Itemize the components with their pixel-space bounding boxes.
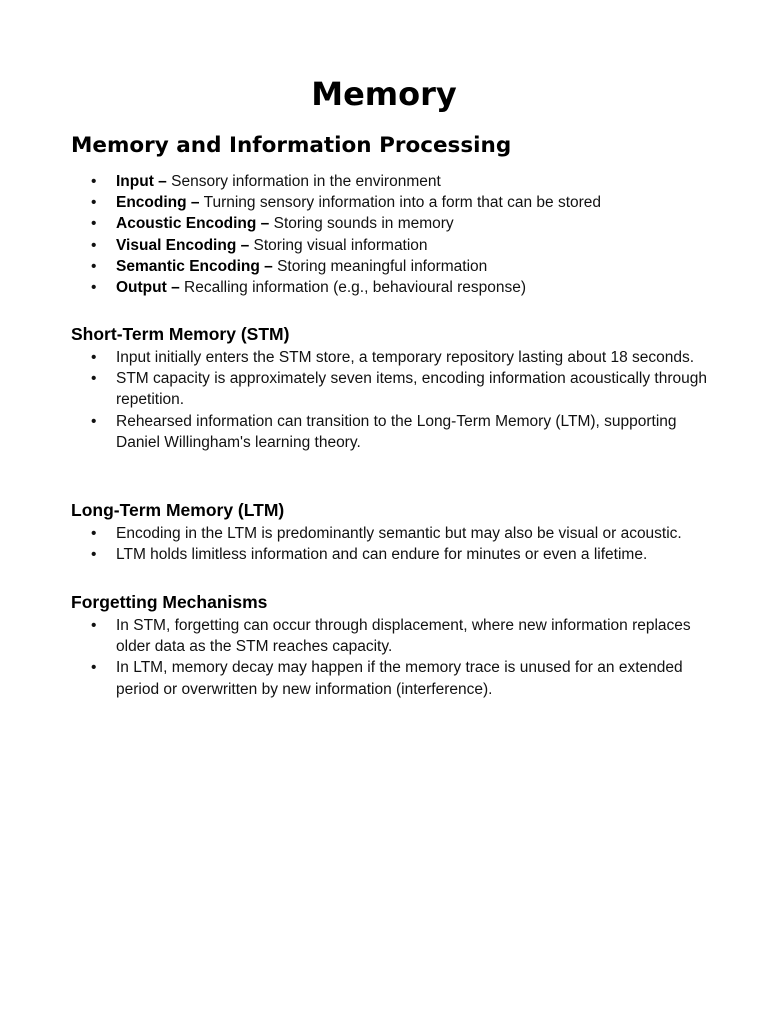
forgetting-list [88,615,708,700]
bullet-icon: • [91,257,97,275]
list-item [88,544,708,565]
list-item [88,171,708,192]
section-title-ltm: Long-Term Memory (LTM) [71,500,285,520]
list-item [88,235,708,256]
list-item [88,256,708,277]
list-item-text: LTM holds limitless information and can endure for minutes or even a lifetime. [116,546,648,564]
list-item-text: Rehearsed information can transition to the Long-Term Memory (LTM), supporting Daniel Willingham's learning theory. [116,412,677,451]
list-item-text: Storing visual information [249,236,428,254]
section-title-processing: Memory and Information Processing [71,133,512,158]
list-item [88,192,708,213]
ltm-list [88,523,708,565]
processing-list [88,171,708,298]
stm-list [88,347,708,453]
list-item-term: Input – [116,173,167,190]
bullet-icon: • [91,546,97,564]
list-item-term: Visual Encoding – [116,236,250,254]
bullet-icon: • [91,412,97,430]
bullet-icon: • [91,659,97,677]
list-item [88,411,708,453]
list-item-text: Input initially enters the STM store, a temporary repository lasting about 18 seconds. [116,349,695,366]
section-title-stm: Short-Term Memory (STM) [71,324,290,344]
list-item-text: In STM, forgetting can occur through displacement, where new information replaces older data as the STM reaches capacity. [116,617,691,656]
bullet-icon: • [91,279,97,297]
list-item-text: STM capacity is approximately seven items, encoding information acoustically through repetition. [116,370,707,409]
list-item [88,657,708,699]
list-item-term: Semantic Encoding – [116,257,273,275]
list-item-text: In LTM, memory decay may happen if the memory trace is unused for an extended period or overwritten by new information (interference). [116,659,683,698]
list-item [88,213,708,234]
list-item [88,368,708,410]
bullet-icon: • [91,370,97,388]
list-item [88,347,708,368]
section-title-forgetting: Forgetting Mechanisms [71,592,268,612]
list-item [88,615,708,657]
list-item-text: Storing meaningful information [272,257,488,275]
list-item-text: Recalling information (e.g., behavioural response) [179,279,527,297]
bullet-icon: • [91,236,97,254]
list-item-term: Encoding – [116,194,200,212]
list-item [88,277,708,298]
bullet-icon: • [91,525,97,542]
bullet-icon: • [91,617,97,634]
list-item-term: Acoustic Encoding – [116,215,270,233]
list-item-text: Sensory information in the environment [166,173,441,190]
list-item-text: Storing sounds in memory [269,215,454,233]
bullet-icon: • [91,349,97,366]
bullet-icon: • [91,215,97,233]
page-title: Memory [311,75,457,113]
list-item-text: Turning sensory information into a form that can be stored [199,194,602,212]
list-item [88,523,708,544]
bullet-icon: • [91,173,97,190]
list-item-term: Output – [116,279,180,297]
list-item-text: Encoding in the LTM is predominantly semantic but may also be visual or acoustic. [116,525,682,542]
bullet-icon: • [91,194,97,212]
